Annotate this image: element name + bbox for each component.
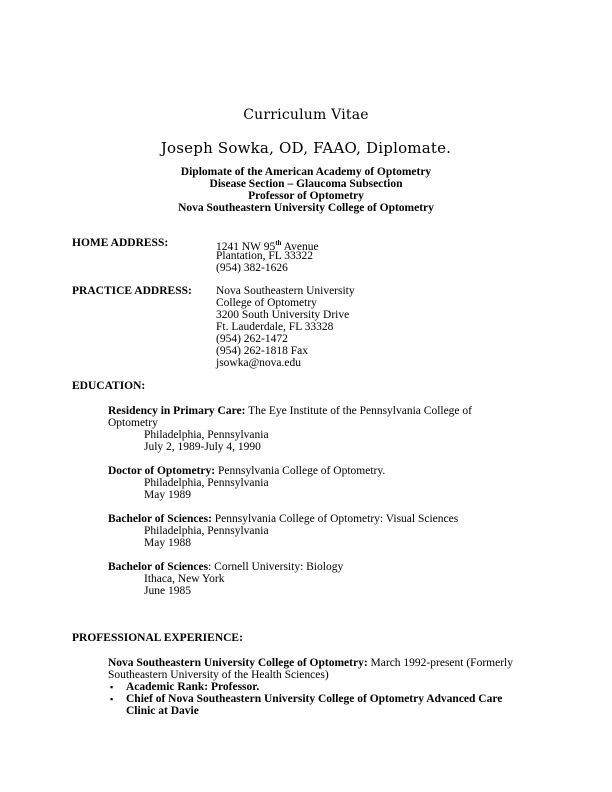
school-name: : Cornell University: Biology xyxy=(208,561,344,573)
document-title: Curriculum Vitae xyxy=(243,107,369,123)
org-name: Nova Southeastern University College of Optometry: xyxy=(108,657,368,669)
date: May 1989 xyxy=(144,489,191,501)
email-link[interactable]: jsowka@nova.edu xyxy=(216,357,302,369)
education-entry-bs-pco xyxy=(108,513,458,525)
practice-address-line: 3200 South University Drive xyxy=(216,309,350,321)
practice-address-line: Nova Southeastern University xyxy=(216,285,355,297)
education-entry-bs-cornell xyxy=(108,561,343,573)
education-entry-residency xyxy=(108,405,472,417)
location: Philadelphia, Pennsylvania xyxy=(144,525,269,537)
practice-address-line: Ft. Lauderdale, FL 33328 xyxy=(216,321,334,333)
person-name: Joseph Sowka, OD, FAAO, Diplomate. xyxy=(160,139,452,157)
school-name: Pennsylvania College of Optometry. xyxy=(215,465,386,477)
education-entry-od xyxy=(108,465,385,477)
date: July 2, 1989-July 4, 1990 xyxy=(144,441,261,453)
date: May 1988 xyxy=(144,537,191,549)
school-name-cont: Optometry xyxy=(108,417,158,429)
bullet-icon: ▪ xyxy=(110,682,114,692)
education-heading: EDUCATION: xyxy=(72,380,146,392)
home-address-phone: (954) 382-1626 xyxy=(216,262,288,274)
street-number: 1241 NW 95 xyxy=(216,240,276,253)
degree-label: Residency in Primary Care: xyxy=(108,405,246,417)
experience-org xyxy=(108,657,513,669)
practice-address-line: College of Optometry xyxy=(216,297,317,309)
subtitle-line: Diplomate of the American Academy of Optometry xyxy=(180,166,432,178)
ordinal-suffix: th xyxy=(275,239,282,247)
school-name: Pennsylvania College of Optometry: Visual Sciences xyxy=(211,513,459,525)
location: Ithaca, New York xyxy=(144,573,225,585)
experience-heading: PROFESSIONAL EXPERIENCE: xyxy=(72,632,243,644)
degree-label: Bachelor of Sciences xyxy=(108,561,209,573)
school-name: The Eye Institute of the Pennsylvania College of xyxy=(245,405,472,417)
street-name: Avenue xyxy=(281,240,319,253)
bullet-icon: ▪ xyxy=(110,694,114,704)
subtitle-line: Disease Section – Glaucoma Subsection xyxy=(209,178,403,190)
practice-fax: (954) 262-1818 Fax xyxy=(216,345,308,357)
date: June 1985 xyxy=(144,585,191,597)
bullet-item-cont: Clinic at Davie xyxy=(126,705,199,717)
location: Philadelphia, Pennsylvania xyxy=(144,477,269,489)
degree-label: Doctor of Optometry: xyxy=(108,465,216,477)
home-address-label: HOME ADDRESS: xyxy=(72,237,169,249)
degree-label: Bachelor of Sciences: xyxy=(108,513,212,525)
bullet-item: Academic Rank: Professor. xyxy=(126,681,260,693)
bullet-item: Chief of Nova Southeastern University College of Optometry Advanced Care xyxy=(126,693,503,705)
practice-phone: (954) 262-1472 xyxy=(216,333,288,345)
practice-address-label: PRACTICE ADDRESS: xyxy=(72,285,192,297)
org-detail-cont: Southeastern University of the Health Sciences) xyxy=(108,669,329,681)
org-detail: March 1992-present (Formerly xyxy=(367,657,513,669)
subtitle-line: Nova Southeastern University College of Optometry xyxy=(178,202,434,214)
subtitle-line: Professor of Optometry xyxy=(248,190,364,202)
location: Philadelphia, Pennsylvania xyxy=(144,429,269,441)
home-address-city: Plantation, FL 33322 xyxy=(216,250,314,262)
